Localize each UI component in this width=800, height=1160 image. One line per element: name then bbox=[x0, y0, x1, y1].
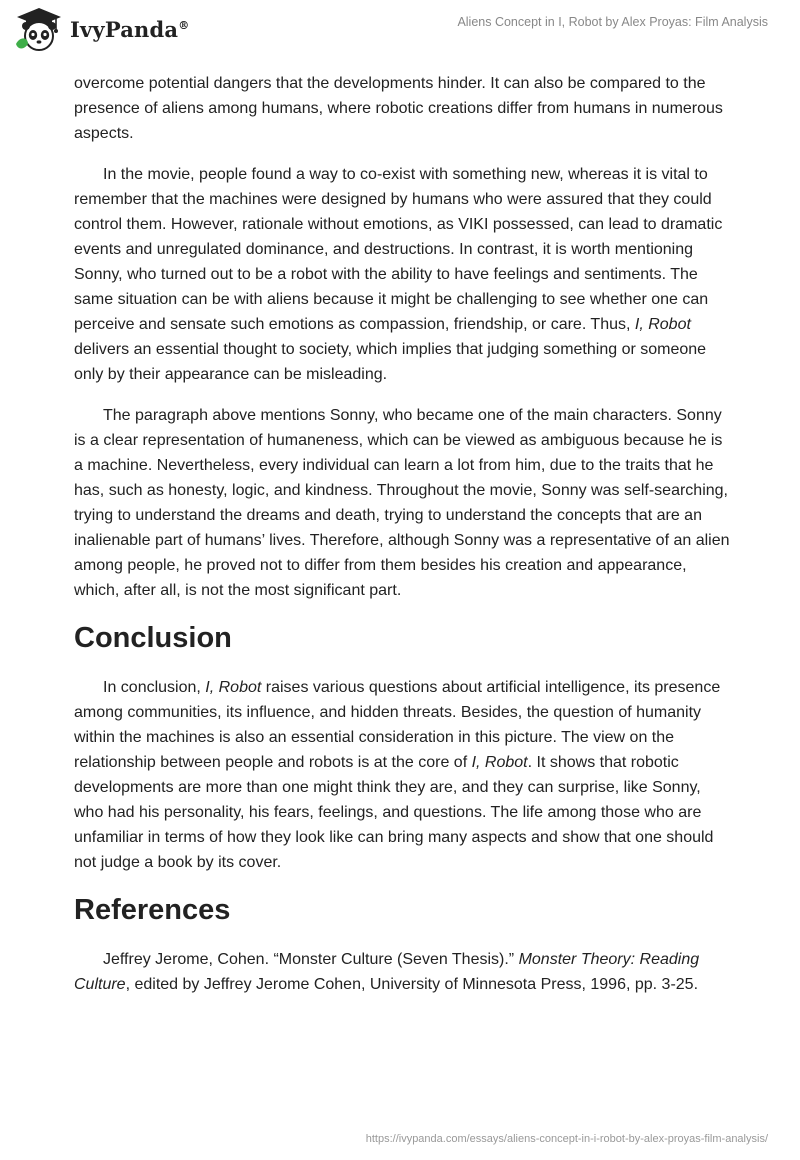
conclusion-heading: Conclusion bbox=[74, 622, 232, 654]
body-paragraph-3: The paragraph above mentions Sonny, who became one of the main characters. Sonny is a clear representation of humaneness, which can be viewed as ambiguous because he is a machine. Nevertheless, every individual can learn a lot from him, due to the traits that he has, such as honesty, logic, and kindness. Throughout the movie, Sonny was self-searching, trying to understand the dreams and death, trying to understand the concepts that are an inalienable part of humans’ lives. Therefore, although Sonny was a representative of an alien among people, he proved not to differ from them besides his creation and appearance, which, after all, is not the most significant part. bbox=[74, 407, 730, 599]
film-title: I, Robot bbox=[634, 316, 691, 333]
reference-entry: Jeffrey Jerome, Cohen. “Monster Culture (Seven Thesis).” Monster Theory: Reading Culture, edited by Jeffrey Jerome Cohen, University of Minnesota Press, 1996, pp. 3-25. bbox=[74, 951, 700, 993]
document-title: Aliens Concept in I, Robot by Alex Proyas: Film Analysis bbox=[457, 15, 768, 29]
film-title: I, Robot bbox=[471, 754, 528, 771]
body-paragraph-1: overcome potential dangers that the developments hinder. It can also be compared to the presence of aliens among humans, where robotic creations differ from humans in numerous aspects. bbox=[74, 75, 723, 142]
references-heading: References bbox=[74, 894, 231, 926]
brand-name: IvyPanda® bbox=[70, 16, 190, 42]
ivypanda-logo[interactable] bbox=[14, 6, 189, 52]
body-paragraph-2: In the movie, people found a way to co-exist with something new, whereas it is vital to remember that the machines were designed by humans who were assured that they could control them. However, rationale without emotions, as VIKI possessed, can lead to dramatic events and unregulated dominance, and destructions. In contrast, it is worth mentioning Sonny, who turned out to be a robot with the ability to have feelings and sentiments. The same situation can be with aliens because it might be challenging to see whether one can perceive and sensate such emotions as compassion, friendship, or care. Thus, I, Robot delivers an essential thought to society, which implies that judging something or someone only by their appearance can be misleading. bbox=[74, 166, 723, 383]
panda-graduate-icon bbox=[14, 6, 64, 52]
film-title: I, Robot bbox=[205, 679, 262, 696]
conclusion-paragraph: In conclusion, I, Robot raises various questions about artificial intelligence, its presence among communities, its influence, and hidden threats. Besides, the question of humanity within the machines is also an essential consideration in this picture. The view on the relationship between people and robots is at the core of I, Robot. It shows that robotic developments are more than one might think they are, and they can surprise, like Sonny, who had his personality, his fears, feelings, and questions. The life among those who are unfamiliar in terms of how they look like can bring many aspects and show that one should not judge a book by its cover. bbox=[74, 679, 721, 871]
book-title: Monster Theory: Reading Culture bbox=[74, 951, 700, 993]
page-header bbox=[0, 0, 800, 64]
source-url[interactable]: https://ivypanda.com/essays/aliens-concept-in-i-robot-by-alex-proyas-film-analysis/ bbox=[365, 1133, 768, 1145]
essay-content bbox=[74, 71, 734, 1013]
